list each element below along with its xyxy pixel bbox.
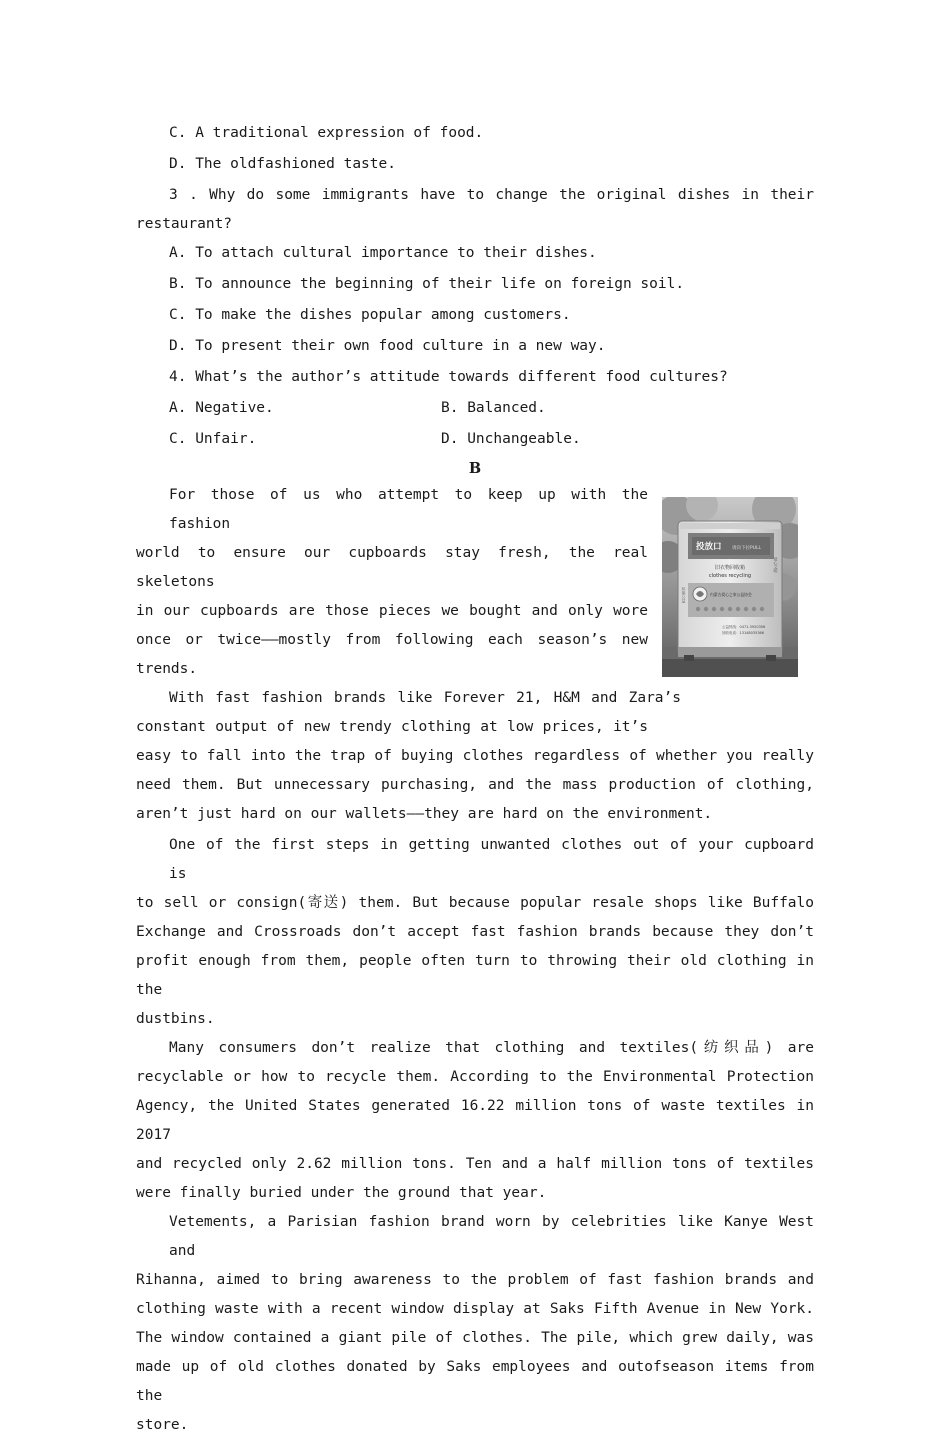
p4-line-3: Agency, the United States generated 16.22 million tons of waste textiles in 2017 <box>136 1098 823 1143</box>
bin-slot-sub: 请向下拉PULL <box>732 546 762 551</box>
bin-org: 内蒙古爱心之家公益协会 <box>710 592 752 597</box>
passage-b-paragraph-3 <box>136 831 823 1034</box>
recycle-symbols-row <box>696 607 764 611</box>
passage-b-paragraph-4 <box>136 1034 823 1208</box>
passage-b-paragraph-2 <box>136 684 814 829</box>
p5-line-4: The window contained a giant pile of clothes. The pile, which grew daily, was <box>136 1330 814 1346</box>
q4-option-c: C. Unfair. <box>169 431 257 447</box>
p4-line-4: and recycled only 2.62 million tons. Ten and a half million tons of textiles <box>136 1156 814 1172</box>
bin-side-right: 爱心文明 <box>773 557 779 573</box>
p4-line-2: recyclable or how to recycle them. According to the Environmental Protection <box>136 1069 814 1085</box>
p3-line-3: Exchange and Crossroads don’t accept fast fashion brands because they don’t <box>136 924 814 940</box>
q3-option-d: D. To present their own food culture in a new way. <box>169 338 606 354</box>
p1-line-3: in our cupboards are those pieces we bought and only wore <box>136 603 648 619</box>
p3-line-4: profit enough from them, people often turn to throwing their old clothing in the <box>136 953 823 998</box>
passage-b-paragraph-1 <box>136 481 657 684</box>
p5-line-2: Rihanna, aimed to bring awareness to the problem of fast fashion brands and <box>136 1272 814 1288</box>
p5-line-3: clothing waste with a recent window display at Saks Fifth Avenue in New York. <box>136 1301 814 1317</box>
bin-title-en: clothes recycling <box>708 573 752 579</box>
q4-stem: 4. What’s the author’s attitude towards different food cultures? <box>169 369 728 385</box>
p1-line-1: For those of us who attempt to keep up with the fashion <box>169 487 657 532</box>
p5-line-5: made up of old clothes donated by Saks employees and outofseason items from the <box>136 1359 823 1404</box>
p5-line-1: Vetements, a Parisian fashion brand worn by celebrities like Kanye West and <box>169 1214 823 1259</box>
p3-line-1: One of the first steps in getting unwanted clothes out of your cupboard is <box>169 837 823 882</box>
q4-option-d: D. Unchangeable. <box>441 431 581 447</box>
q4-option-b: B. Balanced. <box>441 400 546 416</box>
q4-option-a: A. Negative. <box>169 400 274 416</box>
bin-slot-label: 投放口 <box>696 542 722 552</box>
p1-line-2: world to ensure our cupboards stay fresh, the real skeletons <box>136 545 657 590</box>
p3-line-5: dustbins. <box>136 1011 215 1027</box>
p2-line-5: aren’t just hard on our wallets——they are hard on the environment. <box>136 806 713 822</box>
clothes-recycling-bin-photo <box>662 497 798 677</box>
q2-option-d: D. The oldfashioned taste. <box>169 156 396 172</box>
bin-phone-2: 回收电话：13148035366 <box>722 631 764 635</box>
p4-line-5: were finally buried under the ground that year. <box>136 1185 547 1201</box>
q3-stem-line1: 3 . Why do some immigrants have to change the original dishes in their <box>169 187 814 203</box>
p4-line-1: Many consumers don’t realize that clothing and textiles(纺织品) are <box>169 1040 814 1056</box>
bin-title-cn: 旧衣物回收箱 <box>714 565 746 571</box>
p1-line-4: once or twice——mostly from following each season’s new <box>136 632 648 648</box>
p2-line-3: easy to fall into the trap of buying clothes regardless of whether you really <box>136 748 814 764</box>
p5-line-6: store. <box>136 1417 189 1433</box>
bin-side-left: 环保公益 <box>681 587 687 603</box>
p2-line-1: With fast fashion brands like Forever 21, H&M and Zara’s <box>169 690 681 706</box>
q3-option-a: A. To attach cultural importance to their dishes. <box>169 245 597 261</box>
q3-option-c: C. To make the dishes popular among customers. <box>169 307 571 323</box>
q3-option-b: B. To announce the beginning of their life on foreign soil. <box>169 276 685 292</box>
p2-line-4: need them. But unnecessary purchasing, and the mass production of clothing, <box>136 777 814 793</box>
q4-options-row-2 <box>136 425 814 454</box>
p2-line-2: constant output of new trendy clothing at low prices, it’s <box>136 719 648 735</box>
bin-phone-1: 公益热线：0471-3920356 <box>722 625 766 629</box>
section-heading-b: B <box>468 460 482 477</box>
p1-line-5: trends. <box>136 661 198 677</box>
q4-options-row-1 <box>136 394 814 423</box>
passage-b-paragraph-5 <box>136 1208 823 1440</box>
p3-line-2: to sell or consign(寄送) them. But because popular resale shops like Buffalo <box>136 895 814 911</box>
q2-option-c: C. A traditional expression of food. <box>169 125 484 141</box>
question-block <box>136 119 814 483</box>
q3-stem-line2: restaurant? <box>136 216 233 232</box>
